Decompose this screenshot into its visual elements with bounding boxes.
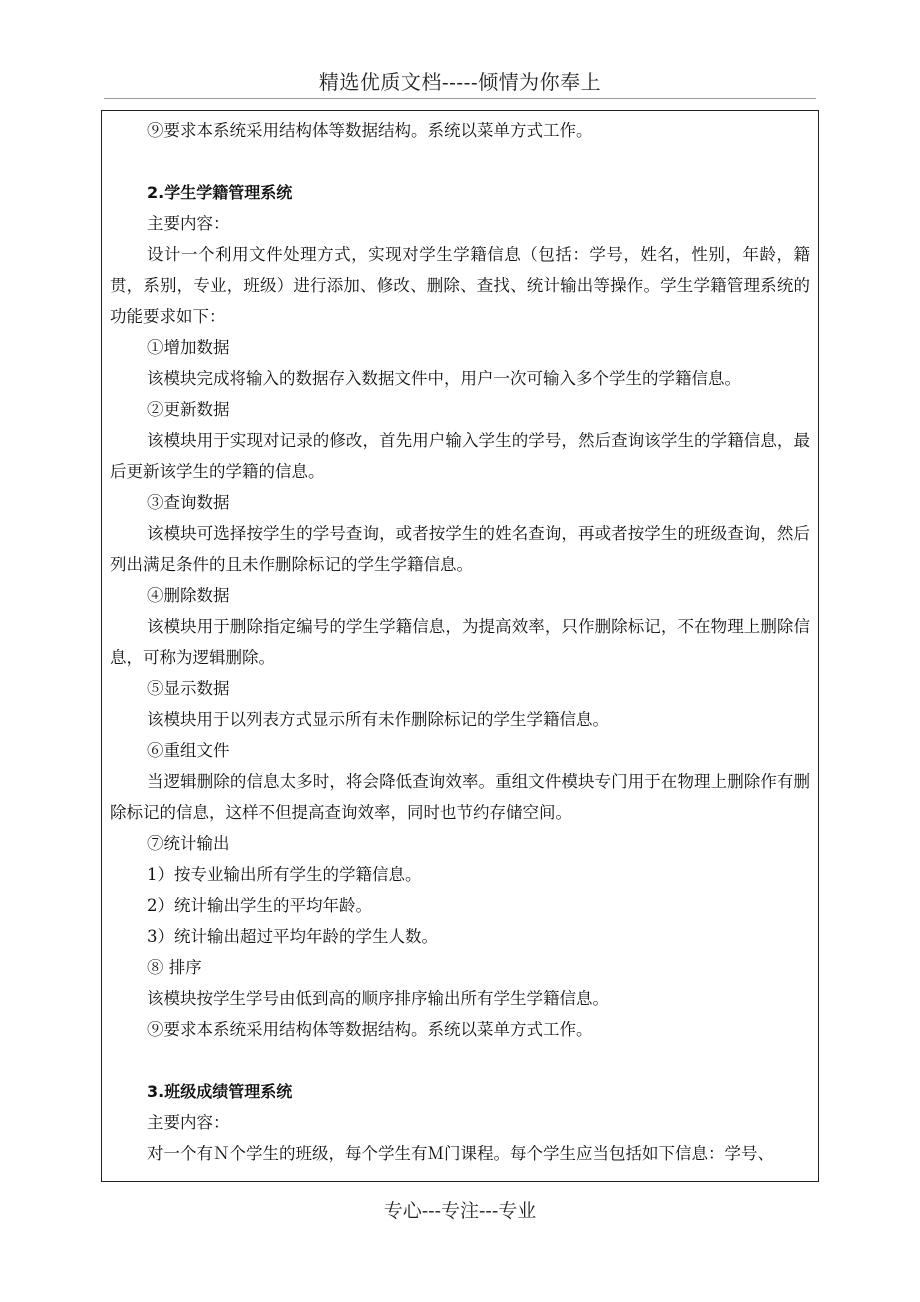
function-7-sub-1: 1）按专业输出所有学生的学籍信息。	[147, 865, 422, 884]
function-9: ⑨要求本系统采用结构体等数据结构。系统以菜单方式工作。	[147, 1020, 593, 1039]
function-4-title: ④删除数据	[147, 586, 230, 605]
header-divider	[104, 98, 816, 99]
section-3-heading: 3.班级成绩管理系统	[147, 1082, 293, 1101]
function-3-desc: 该模块可选择按学生的学号查询，或者按学生的姓名查询，再或者按学生的班级查询，然后列出满足条件的且未作删除标记的学生学籍信息。	[110, 524, 810, 574]
section-2-label: 主要内容：	[147, 214, 230, 233]
function-7-sub-3: 3）统计输出超过平均年龄的学生人数。	[147, 927, 438, 946]
page-header: 精选优质文档-----倾情为你奉上	[318, 70, 602, 94]
section-2-heading: 2.学生学籍管理系统	[147, 183, 293, 202]
function-4-desc: 该模块用于删除指定编号的学生学籍信息，为提高效率，只作删除标记，不在物理上删除信息，可称为逻辑删除。	[110, 617, 810, 667]
function-8-desc: 该模块按学生学号由低到高的顺序排序输出所有学生学籍信息。	[147, 989, 609, 1008]
function-7-sub-2: 2）统计输出学生的平均年龄。	[147, 896, 372, 915]
function-2-desc: 该模块用于实现对记录的修改，首先用户输入学生的学号，然后查询该学生的学籍信息，最后更新该学生的学籍的信息。	[110, 431, 810, 481]
function-8-title: ⑧ 排序	[147, 958, 202, 977]
function-5-title: ⑤显示数据	[147, 679, 230, 698]
section-3-intro: 对一个有Ｎ个学生的班级，每个学生有Ｍ门课程。每个学生应当包括如下信息：学号、	[147, 1144, 774, 1163]
function-7-title: ⑦统计输出	[147, 834, 230, 853]
section-3-label: 主要内容：	[147, 1113, 230, 1132]
function-5-desc: 该模块用于以列表方式显示所有未作删除标记的学生学籍信息。	[147, 710, 609, 729]
function-3-title: ③查询数据	[147, 493, 230, 512]
function-1-desc: 该模块完成将输入的数据存入数据文件中，用户一次可输入多个学生的学籍信息。	[147, 369, 741, 388]
function-1-title: ①增加数据	[147, 338, 230, 357]
function-6-title: ⑥重组文件	[147, 741, 230, 760]
function-6-desc: 当逻辑删除的信息太多时，将会降低查询效率。重组文件模块专门用于在物理上删除作有删除标记的信息，这样不但提高查询效率，同时也节约存储空间。	[110, 772, 810, 822]
page-footer: 专心---专注---专业	[383, 1200, 537, 1222]
function-2-title: ②更新数据	[147, 400, 230, 419]
document-body	[110, 115, 810, 1169]
previous-item-9: ⑨要求本系统采用结构体等数据结构。系统以菜单方式工作。	[147, 121, 593, 140]
section-2-intro: 设计一个利用文件处理方式，实现对学生学籍信息（包括：学号，姓名，性别，年龄，籍贯，系别，专业，班级）进行添加、修改、删除、查找、统计输出等操作。学生学籍管理系统的功能要求如下：	[110, 245, 810, 326]
